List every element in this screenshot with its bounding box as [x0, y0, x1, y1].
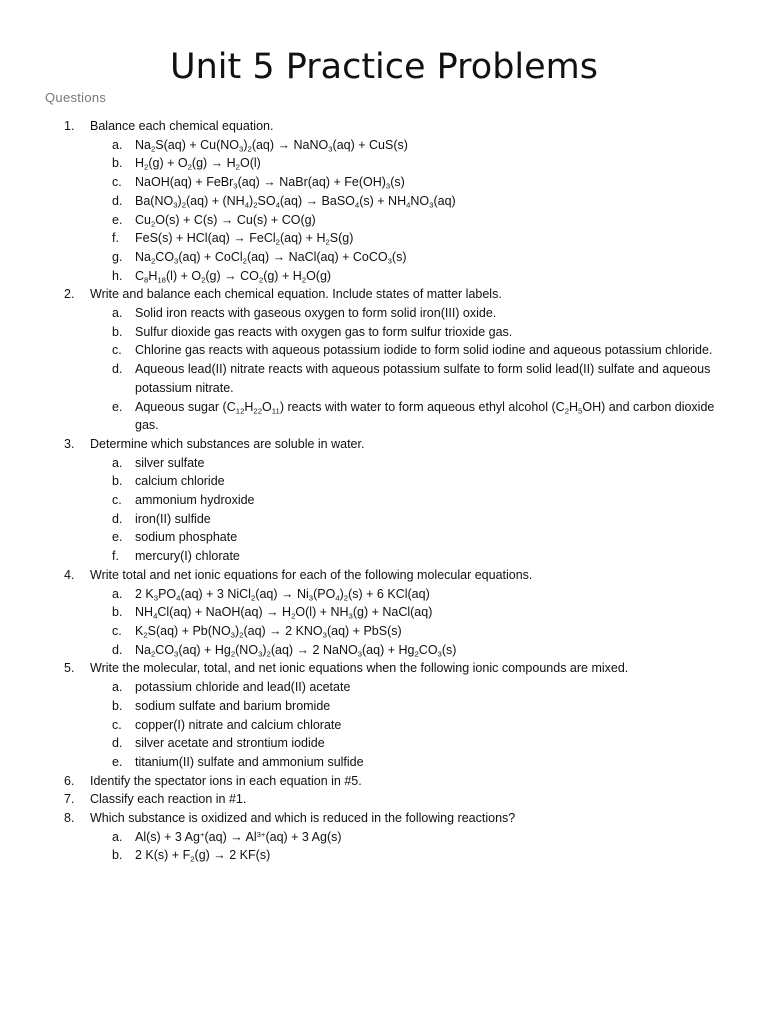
- sub-question-item: [64, 585, 734, 604]
- sub-question-item: [64, 622, 734, 641]
- sub-question-letter: d.: [112, 736, 123, 751]
- sub-question-item: [64, 678, 734, 697]
- question-number: 7.: [64, 792, 75, 807]
- question-number: 1.: [64, 119, 75, 133]
- sub-question-item: [64, 211, 734, 230]
- sub-question-text: $Ba(NO_3)_2(aq) + (NH_4)_2SO_4(aq)$ → BaSO$_4$(s) + $NH_4NO_3(aq)$: [135, 193, 456, 210]
- question-item: [64, 435, 734, 454]
- sub-question-item: [64, 248, 734, 267]
- sub-question-item: [64, 491, 734, 510]
- sub-question-text: 2 $K(s) + F_2(g) \to 2$ KF(s): [135, 848, 271, 864]
- sub-question-text: $NH_4Cl(aq)$ + NaOH(aq) → $H_2O(l) + NH_3(g)$ + NaCl(aq): [135, 605, 433, 621]
- sub-question-letter: a.: [112, 306, 123, 321]
- sub-question-item: [64, 398, 734, 435]
- sub-question-letter: d.: [112, 511, 123, 526]
- sub-question-item: [64, 734, 734, 753]
- sub-question-item: [64, 136, 734, 155]
- sub-question-text: mercury(I) chlorate: [135, 549, 240, 564]
- question-text: Classify each reaction in #1.: [90, 792, 247, 807]
- section-label: Questions: [45, 90, 107, 105]
- sub-question-item: [64, 323, 734, 342]
- sub-question-text: $C_8H_{18}(l) + O_2(g) \to CO_2(g) + H_2O(g)$: [135, 268, 332, 285]
- sub-question-item: [64, 173, 734, 192]
- sub-question-text: $K_2S(aq) + Pb(NO_3)_2(aq) \to 2$ $KNO_3(aq) + PbS(s)$: [135, 623, 402, 640]
- sub-question-letter: b.: [112, 474, 123, 489]
- question-number: 8.: [64, 811, 75, 826]
- sub-question-text: Chlorine gas reacts with aqueous potassium iodide to form solid iodine and aqueous potassium chloride.: [135, 343, 713, 358]
- sub-question-letter: e.: [112, 754, 123, 769]
- sub-question-item: [64, 304, 734, 323]
- question-text: Which substance is oxidized and which is reduced in the following reactions?: [90, 811, 516, 826]
- sub-question-text: $H_2(g) + O_2(g) \to H_2O(l)$: [135, 156, 261, 172]
- question-number: 4.: [64, 567, 75, 582]
- sub-question-item: [64, 154, 734, 173]
- sub-question-item: [64, 547, 734, 566]
- sub-question-letter: c.: [112, 623, 122, 638]
- question-number: 3.: [64, 436, 75, 451]
- sub-question-text: copper(I) nitrate and calcium chlorate: [135, 717, 342, 732]
- sub-question-item: [64, 697, 734, 716]
- question-number: 2.: [64, 287, 75, 302]
- question-text: Write total and net ionic equations for each of the following molecular equations.: [90, 567, 533, 582]
- sub-question-letter: d.: [112, 642, 123, 657]
- sub-question-item: [64, 454, 734, 473]
- question-item: [64, 772, 734, 791]
- sub-question-letter: a.: [112, 680, 123, 695]
- page-title: Unit 5 Practice Problems: [169, 47, 598, 87]
- sub-question-text: NaOH(aq) + FeBr$_3$(aq) → NaBr(aq) + $Fe(OH)_3(s)$: [135, 175, 405, 191]
- sub-question-letter: a.: [112, 137, 123, 152]
- sub-question-text: sodium sulfate and barium bromide: [135, 698, 331, 713]
- question-text: Write and balance each chemical equation. Include states of matter labels.: [90, 287, 502, 302]
- question-list: [64, 117, 734, 865]
- sub-question-text: $Na_2S(aq) + Cu(NO_3)_2(aq)$ → NaNO$_3$(aq) + CuS(s): [135, 137, 408, 154]
- sub-question-text: potassium chloride and lead(II) acetate: [135, 680, 351, 695]
- sub-question-letter: b.: [112, 848, 123, 863]
- question-item: [64, 809, 734, 828]
- sub-question-item: [64, 510, 734, 529]
- sub-question-text: $Na_2CO_3(aq)$ + CoCl$_2$(aq) → NaCl(aq) + CoCO$_3$(s): [135, 249, 407, 266]
- sub-question-item: [64, 716, 734, 735]
- sub-question-text: titanium(II) sulfate and ammonium sulfide: [135, 754, 364, 769]
- question-item: [64, 790, 734, 809]
- question-item: [64, 566, 734, 585]
- sub-question-letter: e.: [112, 530, 123, 545]
- sub-question-item: [64, 603, 734, 622]
- sub-question-letter: b.: [112, 605, 123, 620]
- sub-question-item: [64, 267, 734, 286]
- sub-question-letter: d.: [112, 362, 123, 377]
- sub-question-text: iron(II) sulfide: [135, 511, 211, 526]
- sub-question-text: sodium phosphate: [135, 530, 238, 545]
- sub-question-text: 2 $K_3PO_4(aq) + 3$ NiCl$_2$(aq) → $Ni_3(PO_4)_2(s) + 6$ KCl(aq): [135, 586, 430, 603]
- sub-question-letter: a.: [112, 829, 123, 844]
- sub-question-letter: c.: [112, 343, 122, 358]
- sub-question-item: [64, 192, 734, 211]
- sub-question-item: [64, 360, 734, 397]
- sub-question-letter: e.: [112, 399, 123, 414]
- sub-question-text: silver sulfate: [135, 455, 205, 470]
- sub-question-letter: e.: [112, 212, 123, 227]
- sub-question-letter: a.: [112, 586, 123, 601]
- sub-question-item: [64, 528, 734, 547]
- sub-question-letter: c.: [112, 717, 122, 732]
- question-text: Balance each chemical equation.: [90, 119, 274, 133]
- sub-question-item: [64, 828, 734, 847]
- sub-question-text: ammonium hydroxide: [135, 493, 255, 508]
- sub-question-text: Al(s) + 3 $Ag^+(aq) \to Al^{3+}(aq) + 3$ Ag(s): [135, 829, 342, 844]
- sub-question-letter: c.: [112, 175, 122, 190]
- question-text: Determine which substances are soluble in water.: [90, 436, 365, 451]
- sub-question-letter: a.: [112, 455, 123, 470]
- question-text: Identify the spectator ions in each equation in #5.: [90, 773, 362, 788]
- sub-question-text: Aqueous lead(II) nitrate reacts with aqueous potassium sulfate to form solid lead(II) sulfate and aqueous potassium nitrate.: [135, 362, 711, 395]
- question-number: 5.: [64, 661, 75, 676]
- question-item: [64, 285, 734, 304]
- sub-question-letter: h.: [112, 268, 123, 283]
- sub-question-item: [64, 641, 734, 660]
- sub-question-letter: b.: [112, 324, 123, 339]
- sub-question-text: $Na_2CO_3(aq) + Hg_2(NO_3)_2(aq) \to 2$ NaNO$_3$(aq) + $Hg_2CO_3(s)$: [135, 642, 457, 659]
- sub-question-text: Aqueous sugar $(C_{12}H_{22}O_{11})$ reacts with water to form aqueous ethyl alcohol $(C_2H_5OH)$ and carbon dioxide gas.: [135, 399, 715, 433]
- sub-question-text: FeS(s) + HCl(aq) → FeCl$_2$(aq) + $H_2S(g)$: [135, 231, 354, 247]
- sub-question-item: [64, 229, 734, 248]
- question-text: Write the molecular, total, and net ionic equations when the following ionic compounds are mixed.: [90, 661, 629, 676]
- sub-question-letter: d.: [112, 193, 123, 208]
- sub-question-text: Sulfur dioxide gas reacts with oxygen gas to form sulfur trioxide gas.: [135, 324, 513, 339]
- sub-question-letter: c.: [112, 493, 122, 508]
- sub-question-item: [64, 472, 734, 491]
- sub-question-item: [64, 753, 734, 772]
- sub-question-letter: f.: [112, 549, 119, 564]
- sub-question-letter: g.: [112, 249, 123, 264]
- sub-question-letter: b.: [112, 698, 123, 713]
- sub-question-text: silver acetate and strontium iodide: [135, 736, 325, 751]
- sub-question-text: calcium chloride: [135, 474, 225, 489]
- question-item: [64, 659, 734, 678]
- sub-question-text: $Cu_2O(s) + C(s) \to Cu(s) + CO(g)$: [135, 212, 316, 228]
- question-number: 6.: [64, 773, 75, 788]
- question-item: [64, 117, 734, 136]
- sub-question-letter: f.: [112, 231, 119, 246]
- sub-question-item: [64, 341, 734, 360]
- sub-question-letter: b.: [112, 156, 123, 171]
- sub-question-item: [64, 846, 734, 865]
- sub-question-text: Solid iron reacts with gaseous oxygen to form solid iron(III) oxide.: [135, 306, 497, 321]
